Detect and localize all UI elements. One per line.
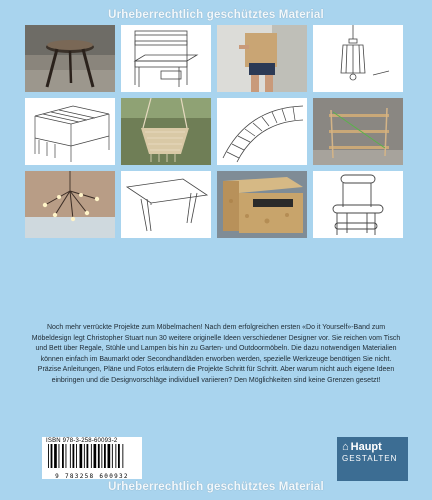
publisher-imprint: GESTALTEN — [342, 454, 398, 463]
description-text: Noch mehr verrückte Projekte zum Möbelmachen! Nach dem erfolgreichen ersten «Do it Yourself»-Band zum Möbeldesign legt Christopher Stuart nun 30 weitere originelle Ideen verschiedener Designer vor. Sie reichen vom Tisch und Bett über Regale, Stühle und Lampen bis hin zu Garten- und Outdoormöbeln. Die dazu notwendigen Materialien können einfach im Baumarkt oder Secondhandläden erworben werden, spezielle Werkzeuge benötigen Sie nicht. Präzise Anleitungen, Pläne und Fotos erläutern die Projekte Schritt für Schritt. Aber warum nicht auch eigene Ideen einbringen und die Designvorschläge individuell variieren? Den Möglichkeiten sind keine Grenzen gesetzt! — [31, 324, 401, 384]
image-grid — [25, 25, 405, 315]
watermark-bottom: Urheberrechtlich geschütztes Material — [108, 481, 324, 493]
barcode-icon — [46, 444, 138, 468]
sketch-curved-bench — [217, 98, 307, 165]
photo-stool — [25, 25, 115, 92]
photo-shelf — [313, 98, 403, 165]
photo-chandelier — [25, 171, 115, 238]
publisher-name: Haupt — [350, 441, 382, 453]
watermark-top: Urheberrechtlich geschütztes Material — [108, 9, 324, 21]
sketch-table — [121, 171, 211, 238]
barcode-number: 9 783258 600932 — [55, 473, 129, 480]
photo-osb-desk — [217, 171, 307, 238]
publisher-logo — [337, 437, 408, 481]
photo-hanging-chair — [121, 98, 211, 165]
house-icon: ⌂ — [342, 441, 349, 453]
isbn-barcode — [42, 437, 142, 479]
sketch-hanging-lamp — [313, 25, 403, 92]
isbn-label: ISBN 978-3-258-60093-2 — [46, 438, 118, 444]
sketch-pipe-chair — [313, 171, 403, 238]
sketch-pergola — [25, 98, 115, 165]
sketch-desk-shelf — [121, 25, 211, 92]
photo-person-board — [217, 25, 307, 92]
